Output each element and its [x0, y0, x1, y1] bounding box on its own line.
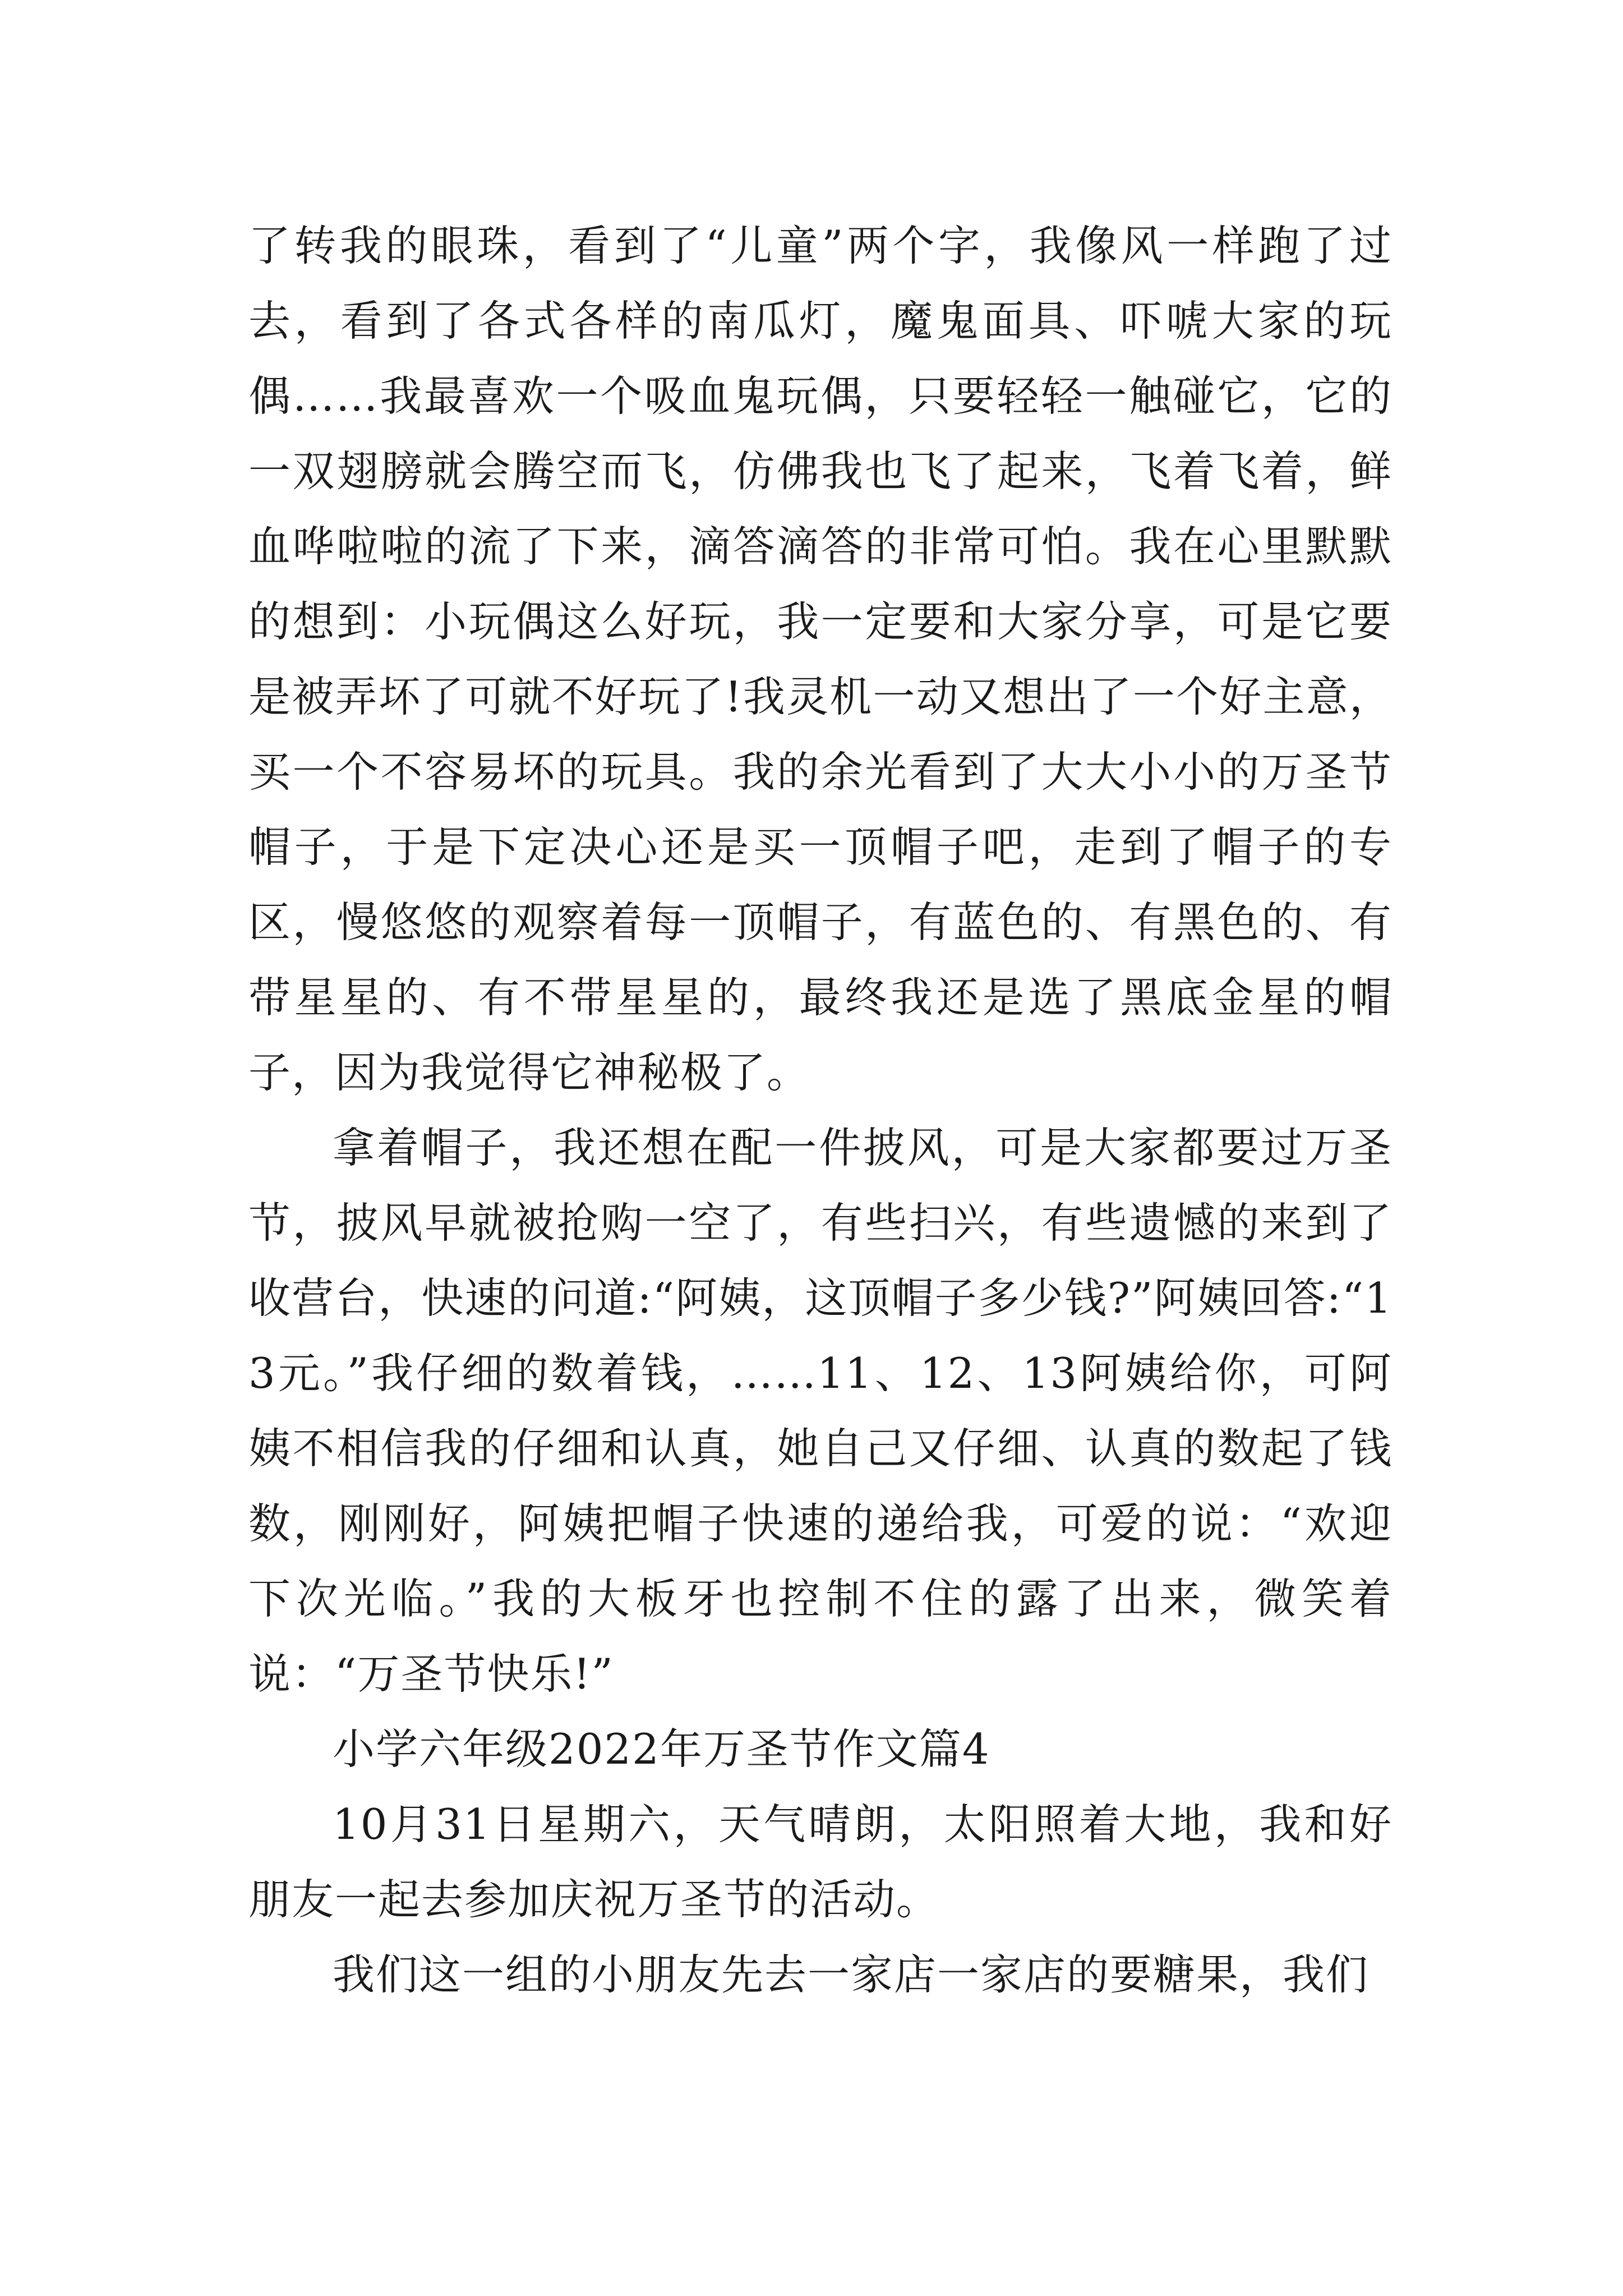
paragraph-candy: 我们这一组的小朋友先去一家店一家店的要糖果，我们: [333, 1950, 1370, 1999]
paragraph-continuation: 了转我的眼珠，看到了“儿童”两个字，我像风一样跑了过去，看到了各式各样的南瓜灯，魔鬼面具、吓唬大家的玩偶……我最喜欢一个吸血鬼玩偶，只要轻轻一触碰它，它的一双翅膀就会腾空而飞，仿佛我也飞了起来，飞着飞着，鲜血哗啦啦的流了下来，滴答滴答的非常可怕。我在心里默默的想到：小玩偶这么好玩，我一定要和大家分享，可是它要是被弄坏了可就不好玩了!我灵机一动又想出了一个好主意，买一个不容易坏的玩具。我的余光看到了大大小小的万圣节帽子，于是下定决心还是买一顶帽子吧，走到了帽子的专区，慢悠悠的观察着每一顶帽子，有蓝色的、有黑色的、有带星星的、有不带星星的，最终我还是选了黑底金星的帽子，因为我觉得它神秘极了。: [248, 221, 1393, 1097]
paragraph-october-31: 10月31日星期六，天气晴朗，太阳照着大地，我和好朋友一起去参加庆祝万圣节的活动。: [248, 1800, 1393, 1924]
document-body: [248, 208, 1393, 2012]
section-heading: 小学六年级2022年万圣节作文篇4: [333, 1724, 990, 1774]
paragraph-buying-hat: 拿着帽子，我还想在配一件披风，可是大家都要过万圣节，披风早就被抢购一空了，有些扫兴，有些遗憾的来到了收营台，快速的问道:“阿姨，这顶帽子多少钱?”阿姨回答:“13元。”我仔细的数着钱，……11、12、13阿姨给你，可阿姨不相信我的仔细和认真，她自己又仔细、认真的数起了钱数，刚刚好，阿姨把帽子快速的递给我，可爱的说：“欢迎下次光临。”我的大板牙也控制不住的露了出来，微笑着说：“万圣节快乐!”: [248, 1123, 1393, 1699]
